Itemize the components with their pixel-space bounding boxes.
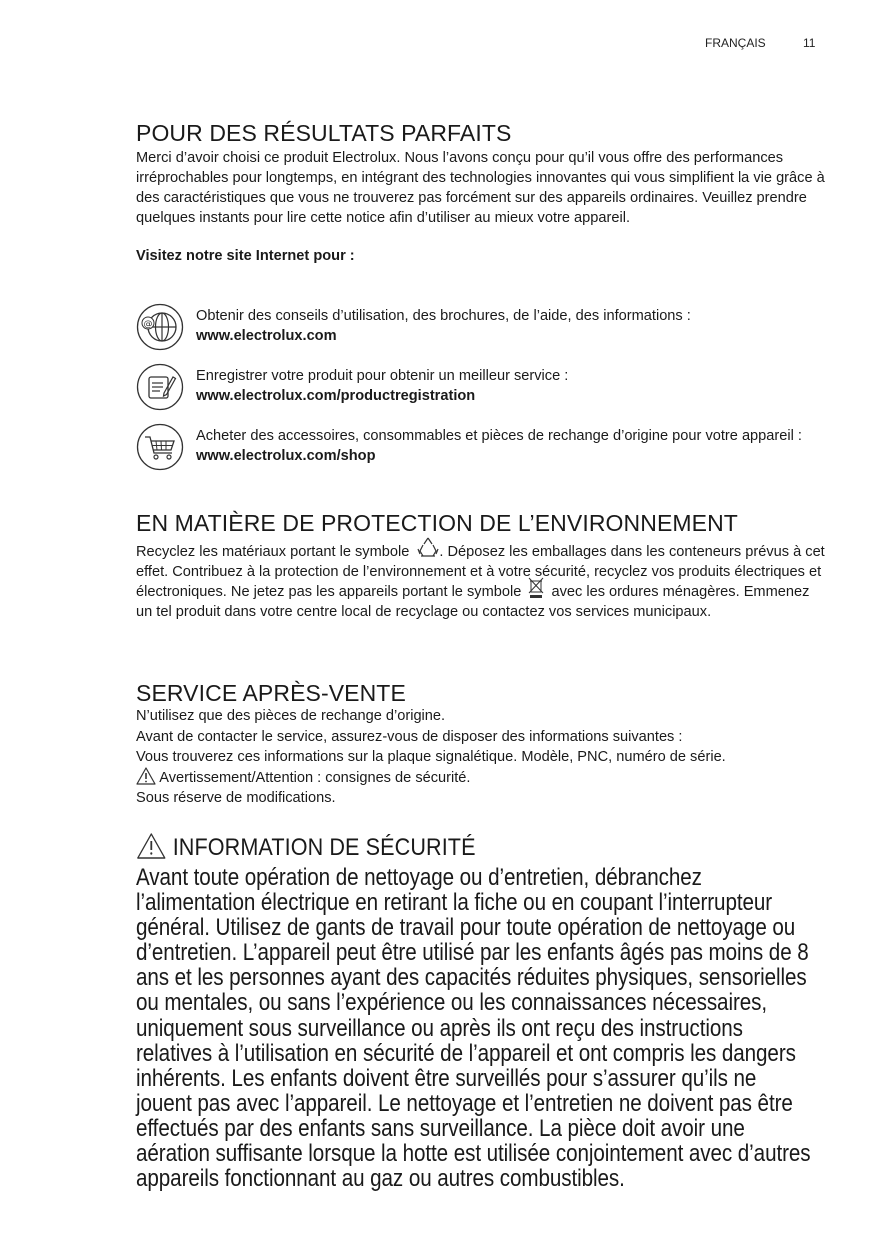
registration-form-icon [136, 363, 184, 411]
link-item-registration [136, 366, 826, 426]
service-line-1: N’utilisez que des pièces de rechange d’origine. [136, 708, 446, 724]
safety-paragraph: Avant toute opération de nettoyage ou d’entretien, débranchez l’alimentation électrique en retirant la fiche ou en coupant l’interrupteur général. Utilisez de gants de travail pour toute opération de nettoyage ou d’entretien. L’appareil peut être utilisé par les enfants âgés pas moins de 8 ans et les personnes ayant des capacités réduites physiques, sensorielles ou mentales, ou sans l’expérience ou les connaissances nécessaires, uniquement sous surveillance ou après ils ont reçu des instructions relatives à l’utilisation en sécurité de l’appareil et ont compris les dangers inhérents. Les enfants doivent être surveillés pour s’assurer qu’ils ne jouent pas avec l’appareil. Le nettoyage et l’entretien ne doivent pas être effectués par des enfants sans surveillance. La pièce doit avoir une aération suffisante lorsque la hotte est utilisée conjointement avec d’autres appareils fonctionnant au gaz ou autres combustibles. [136, 864, 811, 1193]
page-header [0, 36, 875, 52]
page-number: 11 [803, 36, 816, 50]
link-item-shop [136, 426, 826, 486]
link-url-registration[interactable]: www.electrolux.com/productregistration [196, 388, 476, 404]
visit-label: Visitez notre site Internet pour : [136, 248, 355, 264]
safety-title-text: INFORMATION DE SÉCURITÉ [172, 834, 476, 861]
web-globe-icon [136, 303, 184, 351]
language-label: FRANÇAIS [705, 36, 766, 50]
link-item-advice [136, 306, 826, 366]
warning-icon [136, 767, 156, 785]
section-title-environment: EN MATIÈRE DE PROTECTION DE L’ENVIRONNEMENT [136, 510, 738, 536]
section-safety [136, 833, 826, 1191]
section-environment [136, 510, 826, 622]
link-description: Enregistrer votre produit pour obtenir un meilleur service : [196, 368, 569, 384]
section-title-results: POUR DES RÉSULTATS PARFAITS [136, 120, 512, 146]
website-links-list [136, 306, 826, 486]
section-title-safety [136, 833, 757, 863]
environment-paragraph [136, 542, 826, 622]
shopping-cart-icon [136, 423, 184, 471]
link-description: Obtenir des conseils d’utilisation, des brochures, de l’aide, des informations : [196, 308, 691, 324]
service-line-4-text: Avertissement/Attention : consignes de sécurité. [159, 769, 471, 786]
service-line-4 [136, 768, 826, 789]
environment-text-part3: avec les ordures ménagères. Emmenez un tel produit dans votre centre local de recyclage ou contactez vos services municipaux. [136, 584, 810, 620]
warning-icon [136, 832, 167, 860]
service-line-5: Sous réserve de modifications. [136, 790, 336, 806]
section-results [136, 120, 826, 266]
weee-bin-icon [527, 576, 545, 600]
link-url-electrolux[interactable]: www.electrolux.com [196, 328, 337, 344]
link-url-shop[interactable]: www.electrolux.com/shop [196, 448, 376, 464]
service-line-3: Vous trouverez ces informations sur la plaque signalétique. Modèle, PNC, numéro de série. [136, 749, 726, 765]
section-service [136, 680, 826, 809]
intro-paragraph: Merci d’avoir choisi ce produit Electrolux. Nous l’avons conçu pour qu’il vous offre des performances irréprochables pour longtemps, en intégrant des technologies innovantes qui vous simplifient la vie grâce à des caractéristiques que vous ne trouverez pas forcément sur des appareils ordinaires. Veuillez prendre quelques instants pour lire cette notice afin d’utiliser au mieux votre appareil. [136, 150, 825, 226]
link-description: Acheter des accessoires, consommables et pièces de rechange d’origine pour votre appareil : [196, 428, 802, 444]
environment-text-part2: . Déposez les emballages dans les conteneurs prévus à cet effet. Contribuez à la protection de l’environnement et à votre sécurité, recyclez vos produits électriques et électroniques. Ne jetez pas les appareils portant le symbole [136, 544, 825, 600]
recycle-icon [417, 536, 439, 560]
svg-text:@: @ [143, 319, 153, 330]
environment-text-part1: Recyclez les matériaux portant le symbole [136, 544, 410, 560]
section-title-service: SERVICE APRÈS-VENTE [136, 680, 406, 706]
service-line-2: Avant de contacter le service, assurez-vous de disposer des informations suivantes : [136, 728, 683, 745]
